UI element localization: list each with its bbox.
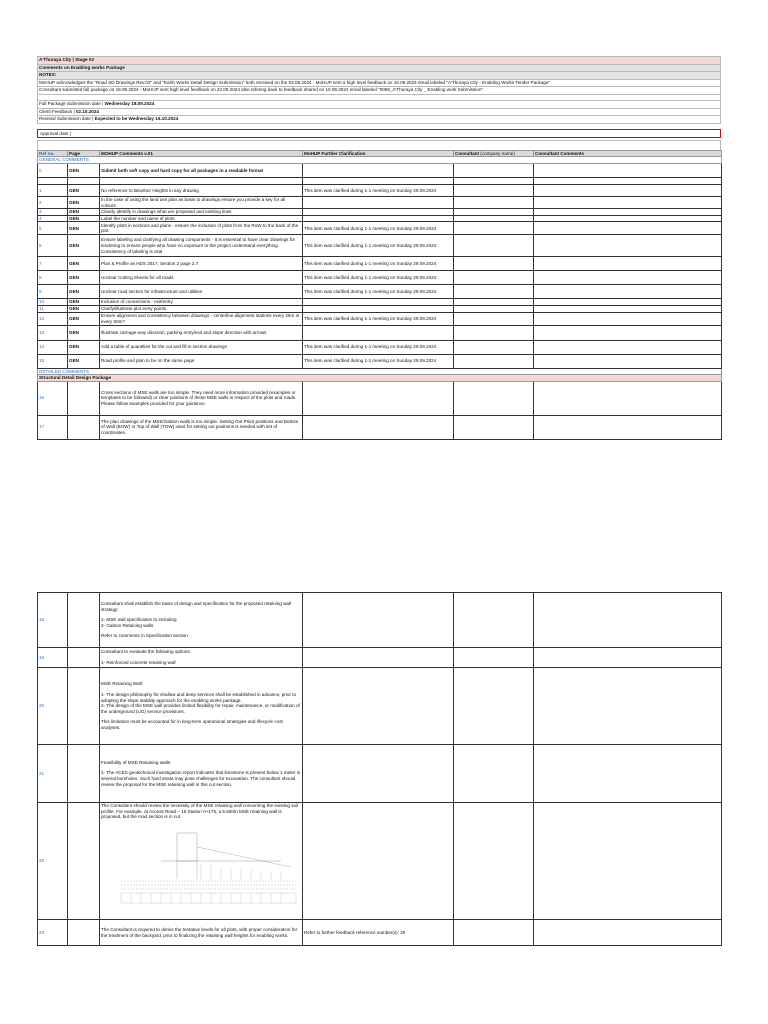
- comment-cell: Illustrate carriage-way direction, parking entry/exit and slope direction with arrows: [100, 325, 303, 340]
- column-header-consultant-comments: Consultant Comments: [534, 150, 722, 157]
- clarification-cell[interactable]: [303, 803, 454, 920]
- sheet-page-1: [37, 56, 721, 440]
- comment-cell: Label the number and name of plots: [100, 215, 303, 222]
- approval-date-field[interactable]: Approval date |: [37, 129, 721, 138]
- retaining-wall-section-drawing: [101, 823, 301, 913]
- table-row: [38, 668, 722, 745]
- clarification-cell[interactable]: This item was clarified during 1-1 meeting on Sunday 29.09.2024: [303, 340, 454, 354]
- page-cell: GEN: [68, 305, 100, 312]
- consultant-cell[interactable]: [454, 593, 534, 648]
- consultant-cell[interactable]: [454, 285, 534, 299]
- page-cell: GEN: [68, 271, 100, 285]
- ref-cell: 22: [38, 803, 68, 920]
- ref-cell: 20: [38, 668, 68, 745]
- table-row: [38, 803, 722, 920]
- table-row: [38, 257, 722, 271]
- consultant-header-rest: (company name): [479, 150, 515, 156]
- table-row: [38, 593, 722, 648]
- comment-cell: Unclear road section for infrastructure and utilities: [100, 285, 303, 299]
- comment-cell: [100, 745, 303, 803]
- ref-cell: 13: [38, 325, 68, 340]
- consultant-comment-cell[interactable]: [534, 668, 722, 745]
- consultant-comment-cell[interactable]: [534, 215, 722, 222]
- table-row: [38, 209, 722, 216]
- column-header-mohup-comments: MOHUP Comments v.01: [100, 150, 303, 157]
- comment-cell: Add a table of quantities for the cut and fill in section drawings: [100, 340, 303, 354]
- clarification-cell[interactable]: [303, 215, 454, 222]
- comment-line: 2- The design of the MSE wall provides limited flexibility for repair, maintenance, or modification of the underground (UG) service provisions.: [101, 703, 300, 714]
- comment-cell: [100, 648, 303, 668]
- section-label-general: GENERAL COMMENTS: [38, 157, 722, 164]
- table-row: [38, 235, 722, 257]
- consultant-comment-cell[interactable]: [534, 340, 722, 354]
- comment-cell: Cross sections of MSE walls are too simple. They need more information provided (examples or templates to be followed) or clear positions of these MSE walls in respect of the plots and roads. Please follow examples provided for your guidance.: [100, 381, 303, 415]
- consultant-comment-cell[interactable]: [534, 285, 722, 299]
- clarification-cell[interactable]: [303, 325, 454, 340]
- comment-line: 1- The design philosophy for shallow and deep services shall be established in advance, prior to adopting the slope stability approach for the enabling works package.: [101, 692, 297, 703]
- page-cell: GEN: [68, 354, 100, 368]
- comment-cell: Inclusion of connections - exit/entry: [100, 299, 303, 306]
- ref-cell: 8: [38, 271, 68, 285]
- table-row: [38, 299, 722, 306]
- table-row: [38, 285, 722, 299]
- spacer-row: [37, 124, 721, 127]
- page-cell: GEN: [68, 312, 100, 325]
- ref-cell: 0: [38, 163, 68, 177]
- clarification-cell[interactable]: This item was clarified during 1-1 meeting on Sunday 29.09.2024: [303, 354, 454, 368]
- table-row: [38, 305, 722, 312]
- client-feedback-value: 02.10.2024: [75, 108, 99, 114]
- table-row: [38, 325, 722, 340]
- ref-cell: 1: [38, 184, 68, 196]
- consultant-comment-cell[interactable]: [534, 209, 722, 216]
- notes-label: NOTES:: [37, 71, 721, 79]
- consultant-comment-cell[interactable]: [534, 325, 722, 340]
- consultant-cell[interactable]: [454, 305, 534, 312]
- section-label-detailed: DETAILED COMMENTS: [38, 368, 722, 375]
- note-line-2: Consultant submitted full package on 18.09.2024 - MoHUP sent high level feedback on 22.09.2024 also refering back to feedback shared on 10.09.2024 email labeled "0099_A'Thuraya City _ Enabling work Submission": [37, 86, 721, 94]
- comment-line: MSE Retaining Wall:: [101, 681, 143, 687]
- comments-table-continued: [37, 592, 722, 946]
- comment-line: Refer to comments in Specification section: [101, 633, 188, 639]
- column-header-further-clarification: MoHUP Further Clarification: [303, 150, 454, 157]
- comment-cell: [100, 803, 303, 920]
- spacer-row: [37, 140, 721, 150]
- page-cell: GEN: [68, 235, 100, 257]
- consultant-comment-cell[interactable]: [534, 354, 722, 368]
- table-row: [38, 184, 722, 196]
- comment-line: Consultant shall establish the basis of design and specification for the proposed retaining wall strategy:: [101, 601, 291, 612]
- page-cell: [68, 803, 100, 920]
- clarification-cell[interactable]: This item was clarified during 1-1 meeting on Sunday 29.09.2024: [303, 257, 454, 271]
- comment-line: 1- Reinforced concrete retaining wall: [101, 660, 176, 665]
- section-row-general: [38, 157, 722, 164]
- consultant-cell[interactable]: [454, 196, 534, 208]
- clarification-cell[interactable]: [303, 305, 454, 312]
- clarification-cell[interactable]: [303, 163, 454, 177]
- table-row: [38, 340, 722, 354]
- table-row: [38, 745, 722, 803]
- consultant-comment-cell[interactable]: [534, 299, 722, 306]
- clarification-cell[interactable]: [303, 415, 454, 439]
- consultant-comment-cell[interactable]: [534, 257, 722, 271]
- consultant-header-bold: Consultant: [455, 150, 479, 156]
- comment-cell: In the case of using the land use plan as basis to drawings ensure you provide a key for all colours: [100, 196, 303, 208]
- consultant-comment-cell[interactable]: [534, 196, 722, 208]
- table-header-row: [38, 150, 722, 157]
- revised-submission-label: Revised Submission date |: [39, 116, 95, 122]
- consultant-cell[interactable]: [454, 325, 534, 340]
- consultant-comment-cell[interactable]: [534, 222, 722, 235]
- clarification-cell[interactable]: This item was clarified during 1-1 meeting on Sunday 29.09.2024: [303, 235, 454, 257]
- consultant-comment-cell[interactable]: [534, 593, 722, 648]
- consultant-comment-cell[interactable]: [534, 415, 722, 439]
- consultant-comment-cell[interactable]: [534, 271, 722, 285]
- page-cell: GEN: [68, 209, 100, 216]
- consultant-cell[interactable]: [454, 745, 534, 803]
- document-title: A'Thuraya City | Stage 03: [37, 56, 721, 64]
- consultant-comment-cell[interactable]: [534, 312, 722, 325]
- client-feedback-date: [37, 108, 721, 116]
- section-label-structural: Structural Detail Design Package: [38, 375, 722, 382]
- table-row: [38, 271, 722, 285]
- client-feedback-label: Client Feedback |: [39, 108, 76, 114]
- comment-cell: Plan & Profile as HDS 2017, Section 2 page 2.7.: [100, 257, 303, 271]
- comment-line: Consultant to evaluate the following options:: [101, 649, 191, 655]
- clarification-cell[interactable]: This item was clarified during 1-1 meeting on Sunday 29.09.2024: [303, 285, 454, 299]
- comment-line: 1- The ACES geotechnical investigation report indicates that limestone is present below 1 meter in several boreholes. Such hard strata may pose challenges for excavation. The consultant should review the proposal for the MSE retaining wall in this cut section.: [101, 770, 301, 787]
- clarification-cell[interactable]: [303, 745, 454, 803]
- page-cell: GEN: [68, 222, 100, 235]
- consultant-comment-cell[interactable]: [534, 381, 722, 415]
- full-submission-label: Full Package Submission date |: [39, 100, 105, 106]
- clarification-cell[interactable]: [303, 196, 454, 208]
- page-cell: GEN: [68, 325, 100, 340]
- consultant-cell[interactable]: [454, 381, 534, 415]
- consultant-cell[interactable]: [454, 803, 534, 920]
- consultant-cell[interactable]: [454, 340, 534, 354]
- clarification-cell[interactable]: [303, 648, 454, 668]
- table-row: [38, 381, 722, 415]
- page-cell: GEN: [68, 196, 100, 208]
- ref-cell: 15: [38, 354, 68, 368]
- clarification-cell[interactable]: [303, 299, 454, 306]
- consultant-cell[interactable]: [454, 184, 534, 196]
- comment-cell: Road profile and plan to be on the same page: [100, 354, 303, 368]
- consultant-cell[interactable]: [454, 299, 534, 306]
- comments-table: [37, 150, 722, 440]
- comment-line: 2- Gabion Retaining walls: [101, 622, 154, 628]
- clarification-cell[interactable]: This item was clarified during 1-1 meeting on Sunday 29.09.2024: [303, 184, 454, 196]
- page-cell: [68, 648, 100, 668]
- table-row: [38, 354, 722, 368]
- consultant-cell[interactable]: [454, 668, 534, 745]
- table-row: [38, 920, 722, 946]
- page-cell: [68, 593, 100, 648]
- comment-cell: Ensure alignment and consistency between drawings - centerline alignment stations every 25m or every 50m?: [100, 312, 303, 325]
- ref-cell: 9: [38, 285, 68, 299]
- page-cell: [68, 920, 100, 946]
- consultant-cell[interactable]: [454, 648, 534, 668]
- ref-cell: 16: [38, 381, 68, 415]
- page-cell: GEN: [68, 285, 100, 299]
- blank-row: [38, 177, 722, 184]
- consultant-comment-cell[interactable]: [534, 305, 722, 312]
- page-cell: [68, 668, 100, 745]
- comment-cell: Clarify/illustrate plot entry points: [100, 305, 303, 312]
- comment-cell: Submit both soft copy and hard copy for all packages in a readable format: [100, 163, 303, 177]
- column-header-page: Page: [68, 150, 100, 157]
- column-header-consultant: [454, 150, 534, 157]
- page-cell: [68, 745, 100, 803]
- sheet-page-2: [37, 592, 721, 946]
- consultant-comment-cell[interactable]: [534, 184, 722, 196]
- ref-cell: 3: [38, 209, 68, 216]
- ref-cell: 19: [38, 648, 68, 668]
- consultant-comment-cell[interactable]: [534, 920, 722, 946]
- table-row: [38, 222, 722, 235]
- clarification-cell[interactable]: [303, 381, 454, 415]
- table-row: [38, 415, 722, 439]
- table-row: [38, 196, 722, 208]
- consultant-cell[interactable]: [454, 222, 534, 235]
- ref-cell: 5: [38, 222, 68, 235]
- comment-cell: No reference to Beusher Heights in any drawing: [100, 184, 303, 196]
- column-header-ref: Ref no.: [38, 150, 68, 157]
- consultant-comment-cell[interactable]: [534, 235, 722, 257]
- clarification-cell[interactable]: This item was clarified during 1-1 meeting on Sunday 29.09.2024: [303, 222, 454, 235]
- clarification-cell[interactable]: Refer to further feedback reference number(s): 26: [303, 920, 454, 946]
- clarification-cell[interactable]: This item was clarified during 1-1 meeting on Sunday 29.09.2024: [303, 312, 454, 325]
- consultant-cell[interactable]: [454, 235, 534, 257]
- clarification-cell[interactable]: [303, 593, 454, 648]
- ref-cell: 6: [38, 235, 68, 257]
- comment-cell: The Consultant is required to derive the tentative levels for all plots, with proper consideration for the treatment of the backyard, prior to finalizing the retaining wall heights for enabling works.: [100, 920, 303, 946]
- consultant-cell[interactable]: [454, 257, 534, 271]
- revised-submission-date: [37, 115, 721, 124]
- ref-cell: 4: [38, 215, 68, 222]
- full-submission-value: Wednesday 18.09.2024: [104, 100, 155, 106]
- page-cell: GEN: [68, 257, 100, 271]
- ref-cell: 7: [38, 257, 68, 271]
- page-cell: [68, 415, 100, 439]
- consultant-cell[interactable]: [454, 354, 534, 368]
- comment-line: This limitation must be accounted for in long-term operational strategies and lifecycle cost analyses.: [101, 719, 283, 730]
- ref-cell: 11: [38, 305, 68, 312]
- clarification-cell[interactable]: [303, 668, 454, 745]
- ref-cell: 17: [38, 415, 68, 439]
- page-cell: GEN: [68, 299, 100, 306]
- comment-cell: [100, 668, 303, 745]
- ref-cell: 2: [38, 196, 68, 208]
- ref-cell: 10: [38, 299, 68, 306]
- consultant-comment-cell[interactable]: [534, 163, 722, 177]
- page-cell: GEN: [68, 340, 100, 354]
- consultant-cell[interactable]: [454, 271, 534, 285]
- table-row: [38, 312, 722, 325]
- table-row: [38, 215, 722, 222]
- ref-cell: 12: [38, 312, 68, 325]
- comment-cell: Unclear Cutting Sheets for all roads: [100, 271, 303, 285]
- ref-cell: 14: [38, 340, 68, 354]
- table-row: [38, 648, 722, 668]
- clarification-cell[interactable]: [303, 209, 454, 216]
- note-line-1: MoHUP acknowledges the "Road SD Drawings Rev.02" and "Earth Works Detail Design Submission" both received on the 03.09.2024 - MoHUP sent a high level feedback on 10.09.2024 email labeled "A'Thuraya City - Enabling Works Tender Package": [37, 79, 721, 87]
- section-row-structural: [38, 375, 722, 382]
- consultant-cell[interactable]: [454, 312, 534, 325]
- clarification-cell[interactable]: This item was clarified during 1-1 meeting on Sunday 29.09.2024: [303, 271, 454, 285]
- ref-cell: 18: [38, 593, 68, 648]
- consultant-comment-cell[interactable]: [534, 803, 722, 920]
- comment-line: Feasibility of MSE Retaining walls:: [101, 759, 172, 765]
- table-row: [38, 163, 722, 177]
- revised-submission-value: Expected to be Wednesday 16.10.2024: [94, 116, 179, 122]
- consultant-cell[interactable]: [454, 209, 534, 216]
- consultant-cell[interactable]: [454, 163, 534, 177]
- document-subtitle: Comments on Enabling works Package: [37, 64, 721, 72]
- comment-cell: Ensure labeling and clarifying all drawing components - It is essential to have clear drawings for tendering to ensure people who have no exposure to the project understand everything. Consistency of labeling is vital: [100, 235, 303, 257]
- comment-line: 1- MSE wall specification to including: [101, 617, 177, 623]
- comment-line: The Consultant should review the necessity of the MSE retaining wall concerning the existing soil profile. For example, at Access Road – 16 Station 0+175, a 5.600m MSE retaining wall is proposed, but the road section is in cut.: [101, 803, 299, 820]
- comment-cell: Identify plots in sections and plans - ensure the inclusion of plots from the RoW to the back of the plot: [100, 222, 303, 235]
- ref-cell: 23: [38, 920, 68, 946]
- full-submission-date: [37, 100, 721, 108]
- page-cell: GEN: [68, 215, 100, 222]
- ref-cell: 21: [38, 745, 68, 803]
- comment-cell: The plan drawings of the MSE/Gabion walls is too simple. Setting Out Point positions and Bottom of Wall (BOW) or Top of Wall (TOW) used for setting out positions is needed with set of coordinates.: [100, 415, 303, 439]
- consultant-comment-cell[interactable]: [534, 745, 722, 803]
- consultant-cell[interactable]: [454, 415, 534, 439]
- page-cell: GEN: [68, 163, 100, 177]
- page-cell: [68, 381, 100, 415]
- consultant-cell[interactable]: [454, 215, 534, 222]
- consultant-cell[interactable]: [454, 920, 534, 946]
- section-row-detailed: [38, 368, 722, 375]
- consultant-comment-cell[interactable]: [534, 648, 722, 668]
- comment-cell: Clearly identify in drawings what are proposed and existing lines: [100, 209, 303, 216]
- comment-cell: [100, 593, 303, 648]
- page-cell: GEN: [68, 184, 100, 196]
